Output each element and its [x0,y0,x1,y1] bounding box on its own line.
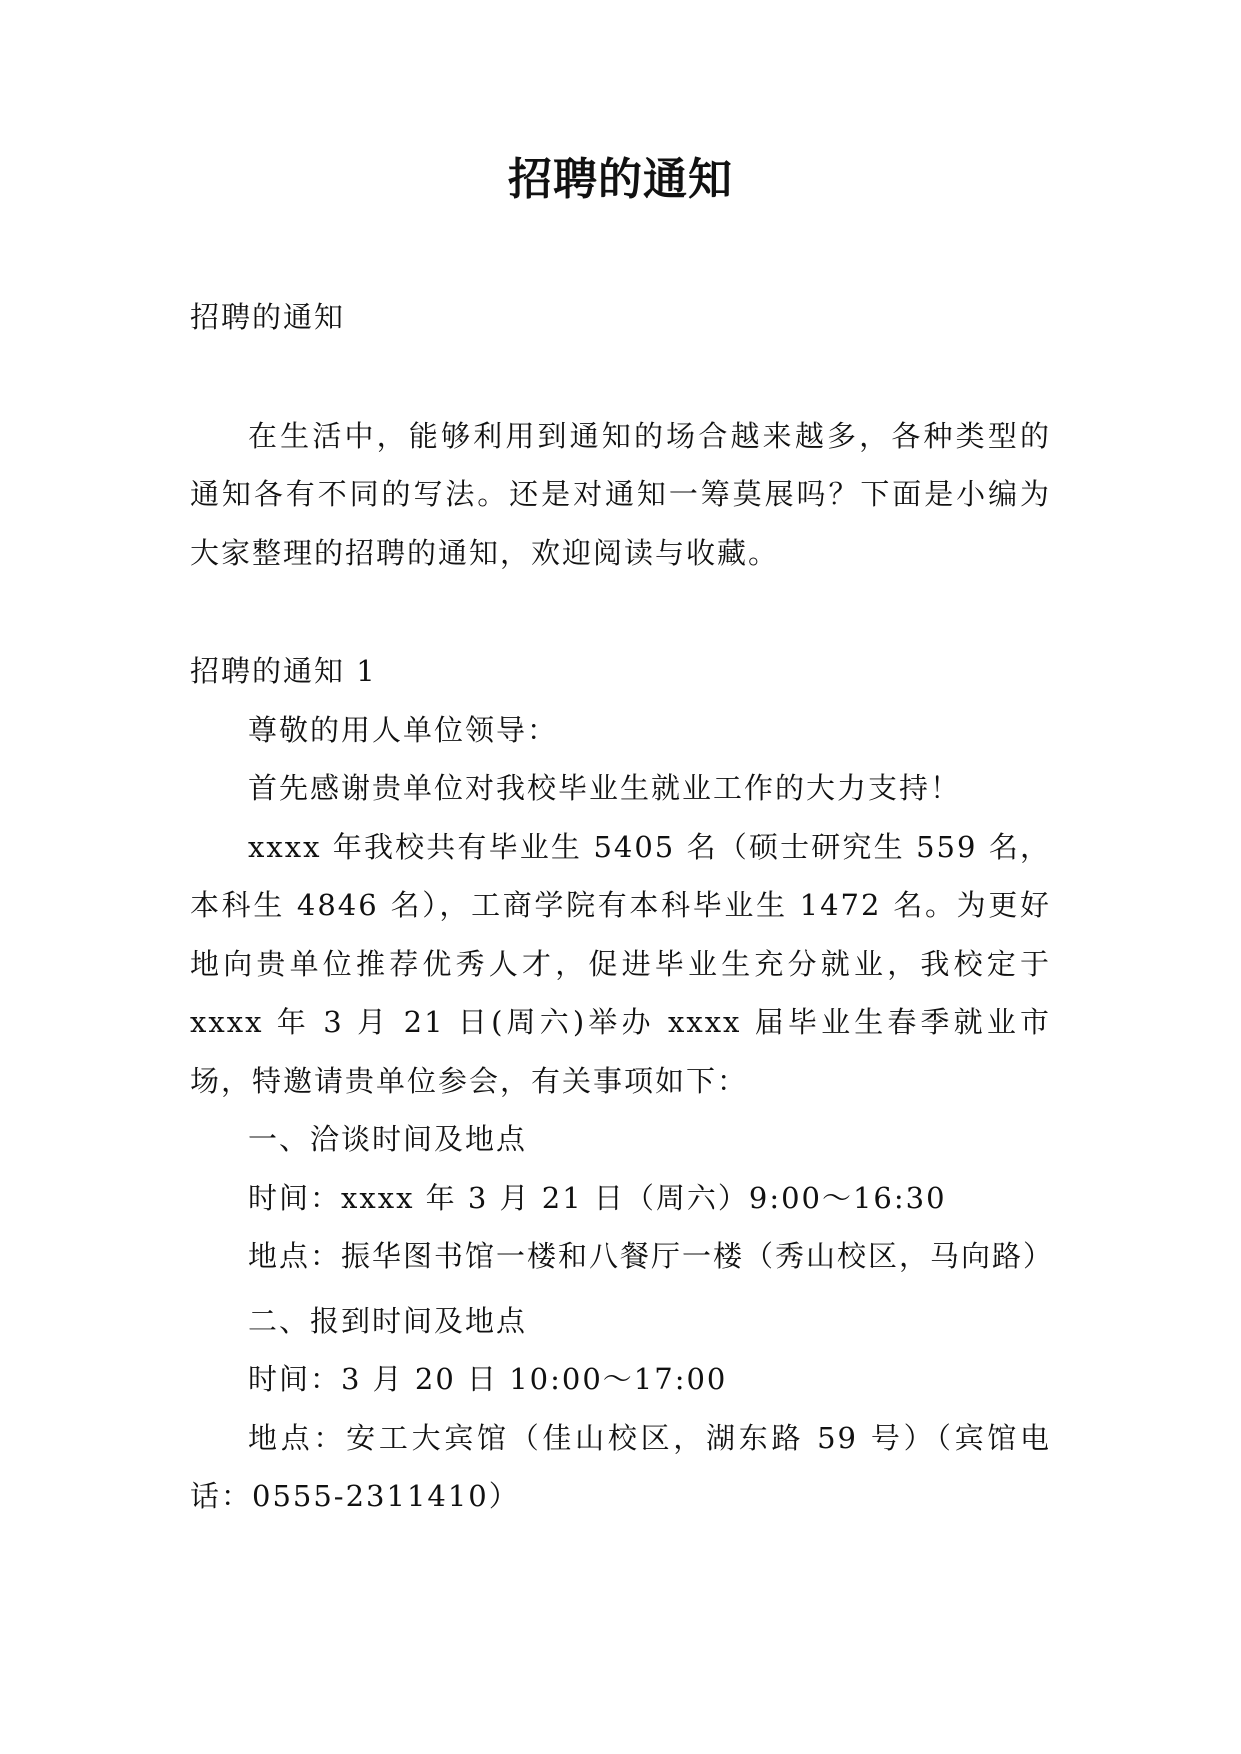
registration-location: 地点：安工大宾馆（佳山校区，湖东路 59 号）（宾馆电话：0555-2311410） [190,1420,1051,1513]
intro-paragraph: 在生活中，能够利用到通知的场合越来越多，各种类型的通知各有不同的写法。还是对通知一筹莫展吗？下面是小编为大家整理的招聘的通知，欢迎阅读与收藏。 [190,418,1051,570]
section-heading: 招聘的通知 1 [190,654,377,688]
subheading-negotiation: 一、洽谈时间及地点 [248,1122,528,1156]
negotiation-time: 时间：xxxx 年 3 月 21 日（周六）9:00～16:30 [248,1180,947,1215]
negotiation-location: 地点：振华图书馆一楼和八餐厅一楼（秀山校区，马向路） [248,1239,1055,1273]
thanks-paragraph: 首先感谢贵单位对我校毕业生就业工作的大力支持！ [248,771,962,805]
document-title: 招聘的通知 [508,154,733,205]
registration-time: 时间：3 月 20 日 10:00～17:00 [248,1362,728,1396]
subheading-registration: 二、报到时间及地点 [248,1303,528,1338]
salutation: 尊敬的用人单位领导： [248,712,559,747]
document-subtitle: 招聘的通知 [190,300,346,334]
document-body [190,288,1055,1526]
graduates-paragraph: xxxx 年我校共有毕业生 5405 名（硕士研究生 559 名，本科生 4846 名），工商学院有本科毕业生 1472 名。为更好地向贵单位推荐优秀人才，促进毕业生充分就业，我校定于 xxxx 年 3 月 21 日(周六)举办 xxxx 届毕业生春季就业市场，特邀请贵单位参会，有关事项如下： [190,829,1051,1098]
